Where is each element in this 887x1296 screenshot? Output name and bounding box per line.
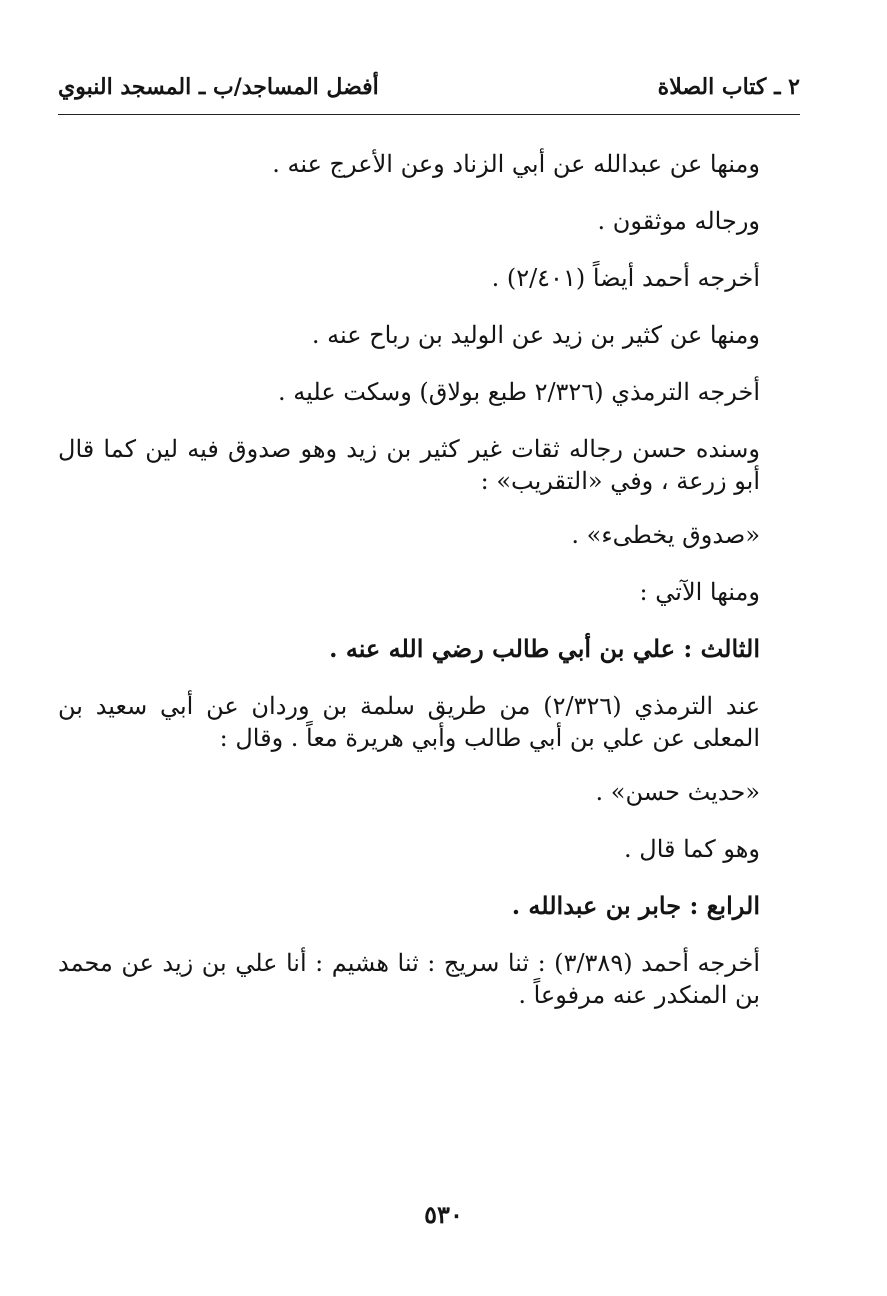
paragraph: ومنها الآتي : <box>639 578 760 606</box>
paragraph: أخرجه الترمذي (٢/٣٢٦ طبع بولاق) وسكت عليه . <box>278 378 760 406</box>
paragraph: وهو كما قال . <box>624 835 760 863</box>
section-title: أفضل المساجد/ب ـ المسجد النبوي <box>58 74 379 100</box>
chapter-title: ٢ ـ كتاب الصلاة <box>657 74 800 100</box>
paragraph: أخرجه أحمد أيضاً (٢/٤٠١) . <box>491 264 760 292</box>
paragraph: أخرجه أحمد (٣/٣٨٩) : ثنا سريج : ثنا هشيم : أنا علي بن زيد عن محمد بن المنكدر عنه مرفوعاً . <box>58 949 761 1009</box>
section-heading: الثالث : علي بن أبي طالب رضي الله عنه . <box>329 634 760 663</box>
paragraph: عند الترمذي (٢/٣٢٦) من طريق سلمة بن وردان عن أبي سعيد بن المعلى عن علي بن أبي طالب وأبي هريرة معاً . وقال : <box>58 692 761 752</box>
paragraph: وسنده حسن رجاله ثقات غير كثير بن زيد وهو صدوق فيه لين كما قال أبو زرعة ، وفي «التقريب» : <box>58 435 760 495</box>
page-number: ٥٣٠ <box>424 1200 463 1229</box>
quotation: «صدوق يخطىء» . <box>571 521 760 549</box>
quotation: «حديث حسن» . <box>595 778 760 806</box>
page-body <box>58 148 800 1033</box>
paragraph: ومنها عن عبدالله عن أبي الزناد وعن الأعرج عنه . <box>272 150 760 178</box>
page-header <box>58 68 800 115</box>
paragraph: ورجاله موثقون . <box>597 207 760 235</box>
paragraph: ومنها عن كثير بن زيد عن الوليد بن رباح عنه . <box>311 321 760 349</box>
section-heading: الرابع : جابر بن عبدالله . <box>511 891 760 920</box>
